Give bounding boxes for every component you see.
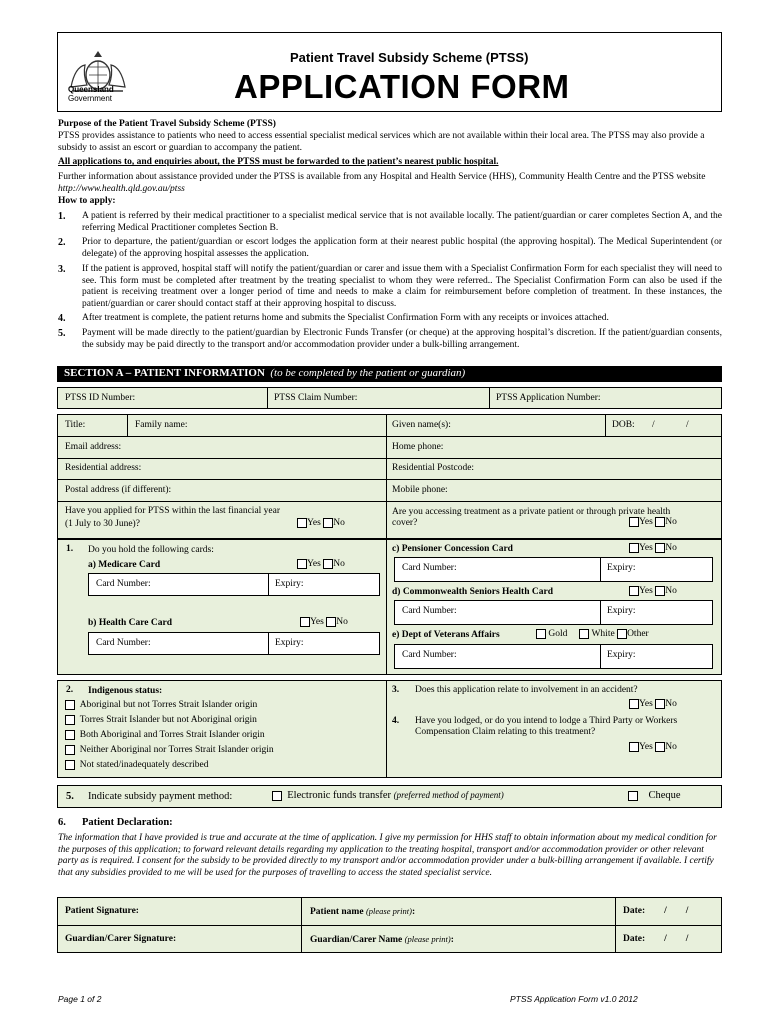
date-label: Date: [623, 934, 646, 944]
family-name-field[interactable]: Family name: [135, 420, 188, 430]
no-label: No [665, 586, 677, 597]
form-title: APPLICATION FORM [234, 68, 570, 105]
divider [301, 897, 302, 953]
divider [615, 897, 616, 953]
please-print-note: (please print) [404, 934, 451, 944]
white-label: White [591, 629, 615, 640]
divider [605, 414, 606, 436]
other-label: Other [627, 629, 649, 640]
enquiries-note: All applications to, and enquiries about, the PTSS must be forwarded to the patient’s nearest public hospital. [58, 157, 499, 167]
step-number: 2. [58, 237, 66, 248]
compensation-no-checkbox[interactable] [655, 742, 665, 752]
no-label: No [665, 742, 677, 753]
patient-name-field[interactable] [310, 906, 415, 918]
logo-government: Government [68, 94, 113, 103]
compensation-yes-no [629, 742, 677, 753]
divider [268, 573, 269, 596]
patient-name-label: Patient name [310, 907, 364, 917]
pensioner-no-checkbox[interactable] [655, 543, 665, 553]
medicare-no-checkbox[interactable] [323, 559, 333, 569]
logo-name: Queensland [68, 85, 114, 94]
eft-label: Electronic funds transfer [287, 790, 392, 801]
medicare-expiry[interactable]: Expiry: [275, 579, 304, 589]
pensioner-yes-checkbox[interactable] [629, 543, 639, 553]
health-care-label: b) Health Care Card [88, 618, 172, 628]
eft-checkbox[interactable] [272, 791, 282, 801]
seniors-card-number[interactable]: Card Number: [402, 606, 457, 616]
further-info [58, 172, 723, 195]
no-label: No [336, 617, 348, 628]
purpose-heading: Purpose of the Patient Travel Subsidy Scheme (PTSS) [58, 119, 276, 129]
health-care-no-checkbox[interactable] [326, 617, 336, 627]
seniors-yes-no [629, 586, 677, 597]
indigenous-option-checkbox[interactable] [65, 760, 75, 770]
medicare-label: a) Medicare Card [88, 560, 161, 570]
step-number: 1. [58, 211, 66, 222]
form-version: PTSS Application Form v1.0 2012 [510, 994, 638, 1004]
payment-number: 5. [66, 791, 74, 802]
indigenous-option-label: Both Aboriginal and Torres Strait Islander origin [79, 730, 265, 741]
pensioner-label: c) Pensioner Concession Card [392, 544, 513, 554]
guardian-name-label: Guardian/Carer Name [310, 935, 403, 945]
ptss-numbers-row [57, 387, 722, 409]
accident-number: 3. [392, 685, 400, 695]
divider [600, 644, 601, 669]
veterans-gold-checkbox[interactable] [536, 629, 546, 639]
divider [489, 387, 490, 409]
step-number: 3. [58, 264, 66, 275]
gold-label: Gold [548, 629, 568, 640]
step-number: 4. [58, 313, 66, 324]
given-names-field[interactable]: Given name(s): [392, 420, 451, 430]
divider [268, 632, 269, 655]
section-a-title: SECTION A – PATIENT INFORMATION [64, 367, 265, 379]
step-text: If the patient is approved, hospital staff will notify the patient/guardian or carer and issue them with a Specialist Confirmation Form for each specialist they will need to see. This form must be completed after treatment by the treating specialist to whom they were referred.. The Specialist Confirmation Form can also be used if the patient is receiving treatment over a longer period of time and needs to make a claim for reimbursement before completion of treatment. In these instances, the patient/guardian or carer should contact staff at their approving hospital to discuss. [82, 264, 722, 309]
veterans-options [536, 629, 649, 640]
section-a-heading [57, 366, 722, 382]
step-text: A patient is referred by their medical practitioner to a specialist medical service that is not available locally. The patient/guardian or carer completes Section A, and the referring Medical Practitioner completes Section B. [82, 211, 722, 233]
private-no-checkbox[interactable] [655, 517, 665, 527]
compensation-yes-checkbox[interactable] [629, 742, 639, 752]
title-field[interactable]: Title: [65, 420, 86, 430]
yes-label: Yes [639, 742, 653, 753]
indigenous-option-checkbox[interactable] [65, 745, 75, 755]
medicare-yes-checkbox[interactable] [297, 559, 307, 569]
guardian-name-field[interactable] [310, 934, 454, 946]
yes-label: Yes [639, 586, 653, 597]
medicare-card-number[interactable]: Card Number: [96, 579, 151, 589]
health-care-card-number[interactable]: Card Number: [96, 638, 151, 648]
date-label: Date: [623, 906, 646, 916]
dob-slash: / [652, 420, 655, 430]
page-number: Page 1 of 2 [58, 994, 102, 1004]
veterans-expiry[interactable]: Expiry: [607, 650, 636, 660]
postal-address-field[interactable]: Postal address (if different): [65, 485, 172, 495]
ptss-claim-field[interactable]: PTSS Claim Number: [274, 393, 358, 403]
cheque-checkbox[interactable] [628, 791, 638, 801]
veterans-label: e) Dept of Veterans Affairs [392, 630, 500, 640]
mobile-phone-field[interactable]: Mobile phone: [392, 485, 448, 495]
no-label: No [333, 518, 345, 529]
veterans-card-number[interactable]: Card Number: [402, 650, 457, 660]
divider [600, 557, 601, 582]
yes-label: Yes [639, 699, 653, 710]
seniors-no-checkbox[interactable] [655, 586, 665, 596]
purpose-text: PTSS provides assistance to patients who need to access essential specialist medical services which are not available within their local area. The PTSS may also provide a subsidy to assist an escort or guardian to accompany the patient. [58, 131, 705, 153]
seniors-label: d) Commonwealth Seniors Health Card [392, 587, 553, 597]
indigenous-option-checkbox[interactable] [65, 715, 75, 725]
declaration-number: 6. [58, 817, 66, 828]
indigenous-number: 2. [66, 685, 74, 695]
divider [600, 600, 601, 625]
step-text: Payment will be made directly to the patient/guardian by Electronic Funds Transfer (or cheque) at the approving hospital’s discretion. If the patient/guardian consents, the subsidy may be paid directly to the transport and/or accommodation provider under a bulk-billing arrangement. [82, 328, 722, 350]
accident-yes-no [629, 699, 677, 710]
divider [57, 479, 722, 480]
divider [127, 414, 128, 436]
pensioner-card-number[interactable]: Card Number: [402, 563, 457, 573]
guardian-signature-field[interactable]: Guardian/Carer Signature: [65, 934, 177, 944]
no-label: No [665, 699, 677, 710]
cards-question: Do you hold the following cards: [88, 545, 214, 555]
private-patient-yes [629, 517, 677, 528]
ptss-before-question: Have you applied for PTSS within the last financial year [65, 506, 281, 516]
indigenous-option-label: Neither Aboriginal nor Torres Strait Islander origin [79, 745, 274, 756]
indigenous-option-label: Aboriginal but not Torres Strait Islander origin [79, 700, 258, 711]
declaration-text: The information that I have provided is true and accurate at the time of application. I give my permission for HHS staff to obtain information about my medical condition for the purposes of this application; to forward relevant details regarding my application to the treating hospital, transport and/or accommodation provider or other relevant party as is required. I consent for the subsidy to be provided directly to my transport and/or accommodation provider under a bulk-billing arrangement if available. I certify that any subsidies provided to me will be used for the purposes of travelling to access the stated specialist service. [58, 833, 717, 878]
yes-label: Yes [307, 518, 321, 529]
form-subtitle: Patient Travel Subsidy Scheme (PTSS) [290, 50, 529, 65]
declaration-title: Patient Declaration: [82, 817, 173, 828]
divider [386, 539, 387, 675]
medicare-yes-no [297, 559, 345, 570]
how-to-apply-heading: How to apply: [58, 196, 116, 206]
residential-address-field[interactable]: Residential address: [65, 463, 142, 473]
accident-no-checkbox[interactable] [655, 699, 665, 709]
step-text: Prior to departure, the patient/guardian or escort lodges the application form at their nearest public hospital (the approving hospital). The Medical Superintendent (or delegate) of the approving hospital assesses the application. [82, 237, 722, 259]
ptss-id-field[interactable]: PTSS ID Number: [65, 393, 136, 403]
please-print-note: (please print) [365, 906, 412, 916]
accident-question: Does this application relate to involvement in an accident? [415, 685, 638, 695]
health-care-yes-no [300, 617, 348, 628]
seniors-expiry[interactable]: Expiry: [607, 606, 636, 616]
cheque-label: Cheque [648, 790, 681, 801]
divider [57, 501, 722, 502]
divider [386, 680, 387, 778]
eft-option [272, 790, 504, 801]
home-phone-field[interactable]: Home phone: [392, 442, 444, 452]
divider [57, 925, 722, 926]
email-field[interactable]: Email address: [65, 442, 122, 452]
veterans-other-checkbox[interactable] [617, 629, 627, 639]
dob-slash: / [686, 420, 689, 430]
no-label: No [665, 543, 677, 554]
date-slash: / [685, 906, 689, 916]
step-number: 5. [58, 328, 66, 339]
private-patient-question-2: cover? [392, 518, 418, 528]
ptss-website-link[interactable]: http://www.health.qld.gov.au/ptss [58, 183, 185, 194]
ptss-before-question-2: (1 July to 30 June)? [65, 519, 140, 529]
personal-info-grid [57, 414, 722, 539]
indigenous-option-checkbox[interactable] [65, 730, 75, 740]
private-patient-question: Are you accessing treatment as a private patient or through private health [392, 507, 671, 517]
cheque-option [628, 790, 681, 801]
no-label: No [333, 559, 345, 570]
yes-label: Yes [639, 517, 653, 528]
pensioner-yes-no [629, 543, 677, 554]
no-label: No [665, 517, 677, 528]
indigenous-option-label: Torres Strait Islander but not Aboriginal origin [79, 715, 257, 726]
ptss-before-yes-checkbox[interactable] [297, 518, 307, 528]
section-a-subtitle: (to be completed by the patient or guardian) [270, 367, 466, 379]
pensioner-expiry[interactable]: Expiry: [607, 563, 636, 573]
payment-label: Indicate subsidy payment method: [88, 791, 233, 802]
indigenous-title: Indigenous status: [88, 686, 163, 696]
compensation-question: Have you lodged, or do you intend to lodge a Third Party or Workers Compensation Claim relating to this treatment? [415, 716, 678, 737]
yes-label: Yes [310, 617, 324, 628]
logo-text [68, 85, 114, 103]
health-care-expiry[interactable]: Expiry: [275, 638, 304, 648]
divider [267, 387, 268, 409]
date-slash: / [685, 934, 689, 944]
date-slash: / [664, 906, 667, 916]
guardian-date-field[interactable] [623, 934, 688, 945]
health-care-yes-checkbox[interactable] [300, 617, 310, 627]
indigenous-option [65, 745, 274, 756]
divider [57, 436, 722, 437]
indigenous-option-checkbox[interactable] [65, 700, 75, 710]
patient-signature-field[interactable]: Patient Signature: [65, 906, 139, 916]
dob-field[interactable]: DOB: [612, 420, 635, 430]
colon: : [450, 935, 454, 945]
indigenous-option [65, 760, 208, 771]
eft-note: (preferred method of payment) [393, 790, 504, 800]
yes-label: Yes [639, 543, 653, 554]
cards-number: 1. [66, 544, 74, 554]
divider [386, 414, 387, 539]
ptss-application-field[interactable]: PTSS Application Number: [496, 393, 601, 403]
step-text: After treatment is complete, the patient returns home and submits the Specialist Confirmation Form with any receipts or invoices attached. [82, 313, 609, 323]
seniors-yes-checkbox[interactable] [629, 586, 639, 596]
colon: : [411, 907, 416, 917]
indigenous-option [65, 715, 257, 726]
accident-yes-checkbox[interactable] [629, 699, 639, 709]
indigenous-option [65, 700, 257, 711]
ptss-before-yes [297, 518, 345, 529]
yes-label: Yes [307, 559, 321, 570]
compensation-number: 4. [392, 716, 400, 726]
residential-postcode-field[interactable]: Residential Postcode: [392, 463, 475, 473]
ptss-before-no-checkbox[interactable] [323, 518, 333, 528]
further-info-text: Further information about assistance provided under the PTSS is available from any Hospital and Health Service (HHS), Community Health Centre and the PTSS website [58, 172, 706, 182]
indigenous-option [65, 730, 265, 741]
divider [57, 458, 722, 459]
patient-date-field[interactable] [623, 906, 688, 917]
date-slash: / [664, 934, 667, 944]
indigenous-option-label: Not stated/inadequately described [79, 760, 209, 771]
private-yes-checkbox[interactable] [629, 517, 639, 527]
veterans-white-checkbox[interactable] [579, 629, 589, 639]
